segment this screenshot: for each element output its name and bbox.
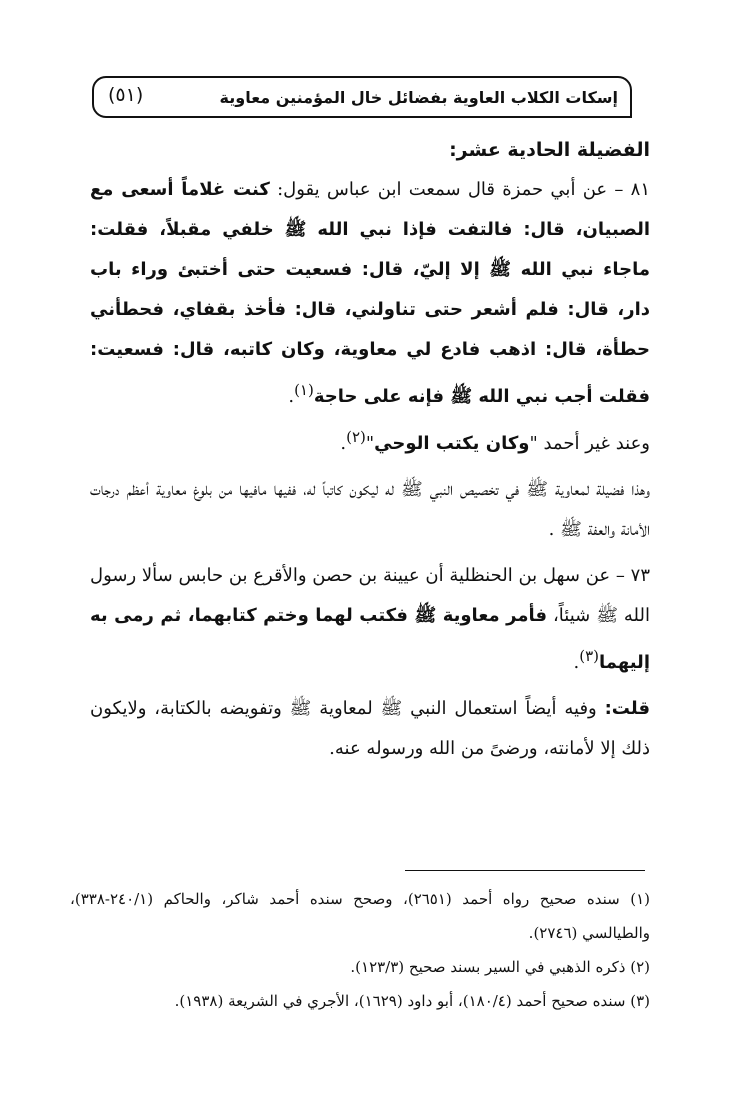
footnote-3: (٣) سنده صحيح أحمد (١٨٠/٤)، أبو داود (١٦٢٩)، الأجري في الشريعة (١٩٣٨). [174, 992, 650, 1010]
narration-intro: وعند غير أحمد " [529, 433, 650, 454]
narration-quote: وكان يكتب الوحي [374, 433, 530, 454]
paragraph-hadith-73 [90, 556, 650, 683]
paragraph-hadith-81 [90, 170, 650, 417]
paragraph-end: . [340, 433, 347, 454]
footnote-ref-1: (١) [294, 381, 314, 399]
conclusion-label: قلت: [604, 698, 650, 719]
paragraph-commentary: وهذا فضيلة لمعاوية ﷺ في تخصيص النبي ﷺ له ليكون كاتباً له، ففيها مافيها من بلوغ معاوية أعظم درجات الأمانة والعفة ﷺ . [90, 479, 650, 540]
footnote-ref-3: (٣) [579, 647, 599, 665]
hadith-intro: ٧٣ – عن سهل بن الحنظلية أن عيينة بن حصن والأقرع بن حابس سألا رسول الله ﷺ شيئاً، [90, 565, 650, 626]
page-number: (٥١) [108, 84, 144, 106]
quote-close: " [365, 433, 375, 454]
main-text [90, 130, 650, 769]
footnote-1: (١) سنده صحيح رواه أحمد (٢٦٥١)، وصحح سنده أحمد شاكر، والحاكم (٢٤٠/١-٣٣٨)، والطيالسي (٢٧٤٦). [70, 890, 650, 942]
hadith-intro: ٨١ – عن أبي حمزة قال سمعت ابن عباس يقول: [269, 179, 651, 200]
footnote-ref-2: (٢) [346, 428, 366, 446]
footnote-divider [405, 870, 645, 871]
hadith-text: كنت غلاماً أسعى مع الصبيان، قال: فالتفت فإذا نبي الله ﷺ خلفي مقبلاً، فقلت: ماجاء نبي الله ﷺ إلا إليّ، قال: فسعيت حتى أختبئ وراء باب دار، قال: فلم أشعر حتى تناولني، قال: فأخذ بقفاي، فحطأني حطأة، قال: اذهب فادع لي معاوية، وكان كاتبه، قال: فسعيت: فقلت أجب نبي الله ﷺ فإنه على حاجة [90, 179, 650, 407]
conclusion-text: وفيه أيضاً استعمال النبي ﷺ لمعاوية ﷺ وتفويضه بالكتابة، ولايكون ذلك إلا لأمانته، ورضىً من الله ورسوله عنه. [90, 698, 650, 759]
footnote-2: (٢) ذكره الذهبي في السير بسند صحيح (١٢٣/٣). [350, 958, 650, 976]
paragraph-end: . [573, 652, 580, 673]
paragraph-other-narration [90, 417, 650, 464]
paragraph-conclusion [90, 689, 650, 769]
page-header [92, 76, 632, 118]
footnotes [70, 882, 650, 1018]
book-title: إسكات الكلاب العاوية بفضائل خال المؤمنين معاوية [219, 88, 618, 107]
paragraph-end: . [288, 386, 295, 407]
section-heading: الفضيلة الحادية عشر: [449, 139, 650, 161]
hadith-text: فأمر معاوية ﷺ فكتب لهما وختم كتابهما، ثم رمى به إليهما [90, 605, 650, 673]
